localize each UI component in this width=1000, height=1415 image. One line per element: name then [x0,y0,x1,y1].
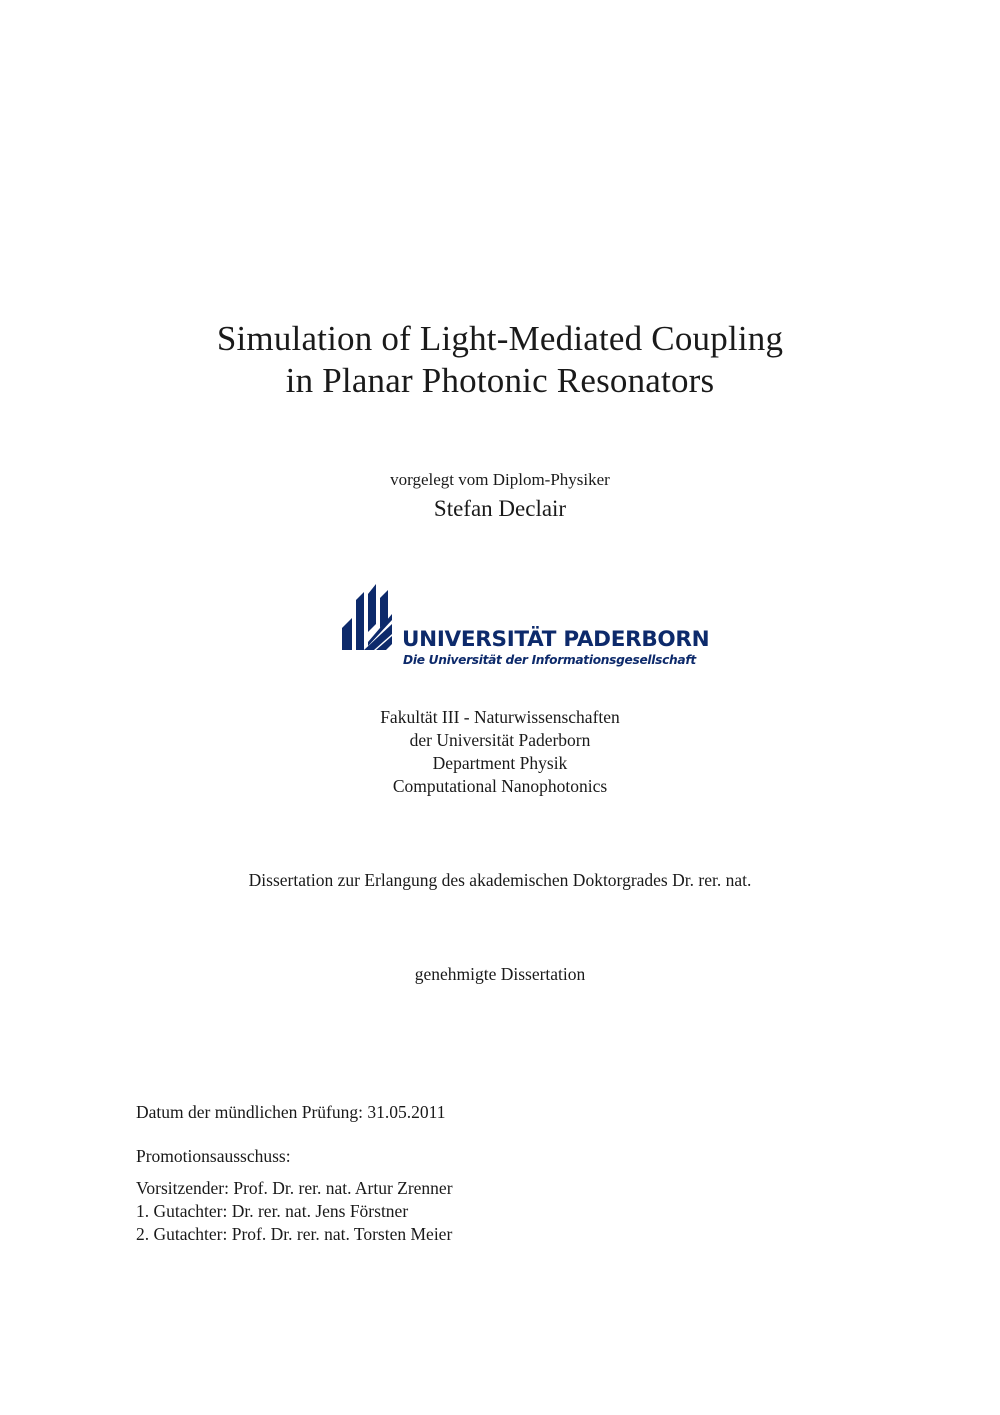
dissertation-purpose: Dissertation zur Erlangung des akademischen Doktorgrades Dr. rer. nat. [248,870,752,890]
title-line-1: Simulation of Light-Mediated Coupling [216,319,784,358]
logo-university-name: UNIVERSITÄT PADERBORN [402,627,710,652]
affiliation-line-group: Computational Nanophotonics [392,776,608,796]
affiliation-line-university: der Universität Paderborn [409,730,591,750]
committee-member-reviewer-1: 1. Gutachter: Dr. rer. nat. Jens Förstner [136,1201,409,1221]
approval-note: genehmigte Dissertation [414,964,586,984]
committee-member-reviewer-2: 2. Gutachter: Prof. Dr. rer. nat. Torsten Meier [136,1224,453,1244]
university-logo [342,584,710,670]
affiliation-block [0,706,1000,798]
exam-date: Datum der mündlichen Prüfung: 31.05.2011 [136,1102,446,1122]
title-line-2: in Planar Photonic Resonators [285,361,715,400]
affiliation-line-department: Department Physik [432,753,568,773]
submitted-by-label: vorgelegt vom Diplom-Physiker [390,470,610,489]
author-name: Stefan Declair [433,496,567,521]
logo-tagline: Die Universität der Informationsgesellschaft [403,653,696,667]
committee-member-chair: Vorsitzender: Prof. Dr. rer. nat. Artur Zrenner [136,1178,453,1198]
committee-heading: Promotionsausschuss: [136,1146,291,1166]
affiliation-line-faculty: Fakultät III - Naturwissenschaften [380,707,620,727]
university-paderborn-logo-icon [342,584,400,652]
committee-list [136,1177,453,1246]
